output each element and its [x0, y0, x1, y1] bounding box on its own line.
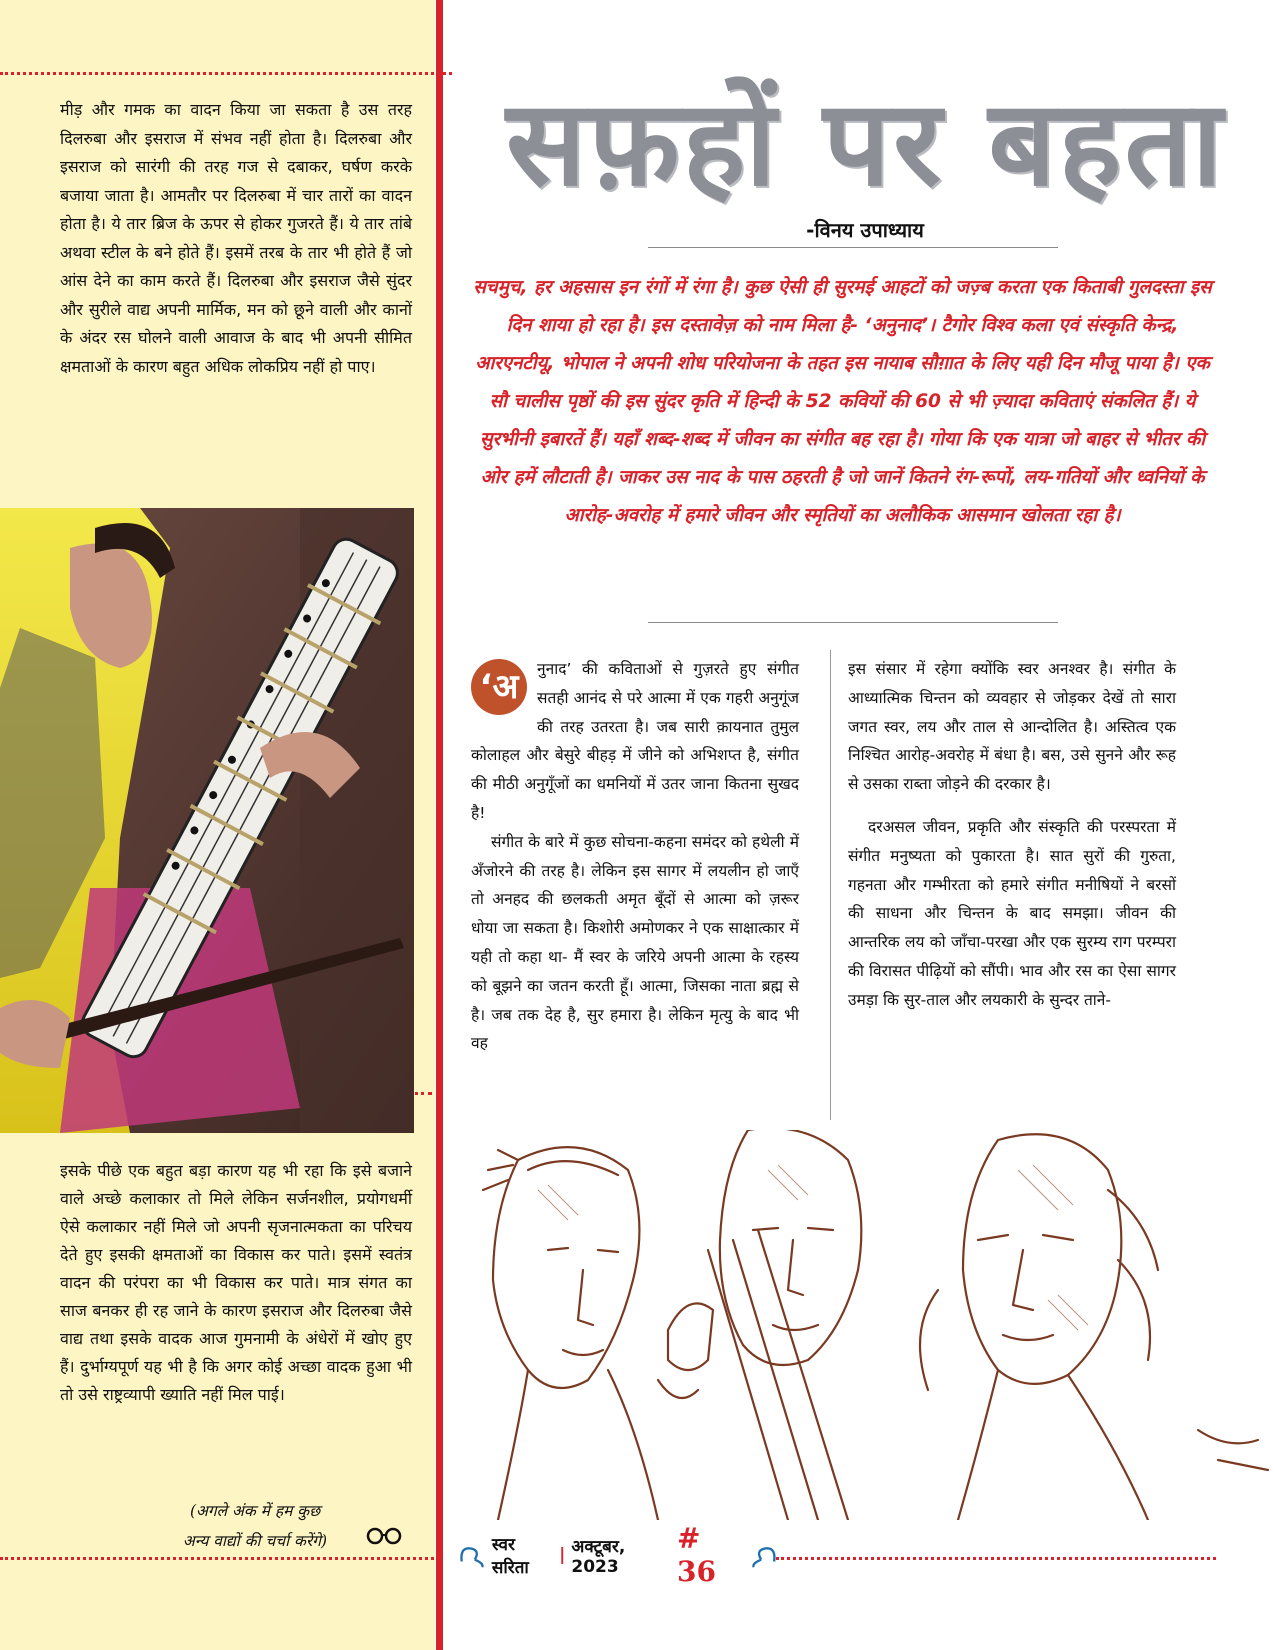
issue-date: अक्टूबर, 2023 — [571, 1536, 626, 1577]
dropcap: ‘अ — [471, 659, 527, 715]
article-column-2 — [848, 655, 1176, 1015]
photo-illustration — [0, 508, 414, 1133]
sidebar-text-bottom: इसके पीछे एक बहुत बड़ा कारण यह भी रहा कि इसे बजाने वाले अच्छे कलाकार तो मिले लेकिन सर्जनशील, प्रयोगधर्मी ऐसे कलाकार नहीं मिले जो अपनी सृजनात्मकता का परिचय देते हुए इसकी क्षमताओं का विकास कर पाते। इसमें स्वतंत्र वादन की परंपरा का भी विकास कर पाते। मात्र संगत का साज बनकर ही रह जाने के कारण इसराज और दिलरुबा जैसे वाद्य तथा इसके वादक आज गुमनामी के अंधेरों में खोए हुए हैं। दुर्भाग्यपूर्ण यह भी है कि अगर कोई अच्छा वादक हुआ भी तो उसे राष्ट्रव्यापी ख्याति नहीं मिल पाई। — [60, 1161, 412, 1404]
column2-paragraph1: इस संसार में रहेगा क्योंकि स्वर अनश्वर है। संगीत के आध्यात्मिक चिन्तन को व्यवहार से जोड़कर देखें तो सारा जगत स्वर, लय और ताल से आन्दोलित है। अस्तित्व एक निश्चित आरोह-अवरोह में बंधा है। बस, उसे सुनने और रूह से उसका राब्ता जोड़ने की दरकार है। — [848, 660, 1176, 794]
article-headline: सफ़हों पर बहता — [506, 74, 1226, 212]
wave-ornament-icon — [458, 1540, 486, 1570]
magazine-name: स्वर सरिता — [491, 1535, 529, 1578]
author-byline: -विनय उपाध्याय — [806, 218, 924, 242]
bottom-dotted-rule-right — [776, 1557, 1216, 1560]
next-issue-note-line1: (अगले अंक में हम कुछ — [189, 1502, 321, 1520]
next-issue-note — [140, 1496, 370, 1556]
page-number: # 36 — [677, 1522, 716, 1588]
top-dotted-rule — [0, 72, 452, 75]
page-footer — [458, 1522, 778, 1588]
next-issue-note-line2: अन्य वाद्यों की चर्चा करेंगे) — [182, 1532, 328, 1550]
dilruba-player-photo — [0, 508, 414, 1133]
bottom-dotted-rule-left — [0, 1557, 440, 1560]
glasses-icon — [366, 1527, 402, 1545]
sidebar-text-top: मीड़ और गमक का वादन किया जा सकता है उस तरह दिलरुबा और इसराज में संभव नहीं होता है। दिलरुबा और इसराज को सारंगी की तरह गज से दबाकर, घर्षण करके बजाया जाता है। आमतौर पर दिलरुबा में चार तारों का वादन होता है। ये तार ब्रिज के ऊपर से होकर गुजरते हैं। ये तार तांबे अथवा स्टील के बने होते हैं। इसमें तरब के तार भी होते हैं जो आंस देने का काम करते हैं। दिलरुबा और इसराज जैसे सुंदर और सुरीले वाद्य अपनी मार्मिक, मन को छूने वाली और कानों के अंदर रस घोलने वाली आवाज के बाद भी अपनी सीमित क्षमताओं के कारण बहुत अधिक लोकप्रिय नहीं हो पाए। — [60, 100, 412, 376]
vertical-red-rule — [436, 0, 443, 1650]
column2-paragraph2: दरअसल जीवन, प्रकृति और संस्कृति की परस्परता में संगीत मनुष्यता को पुकारता है। सात सुरों की गुरुता, गहनता और गम्भीरता को हमारे संगीत मनीषियों ने बरसों की साधना और चिन्तन के बाद समझा। जीवन की आन्तरिक लय को जाँचा-परखा और एक सुरम्य राग परम्परा की विरासत पीढ़ियों को सौंपी। भाव और रस का ऐसा सागर उमड़ा कि सुर-ताल और लयकारी के सुन्दर ताने- — [848, 817, 1176, 1009]
musicians-sketch-illustration — [458, 1130, 1275, 1520]
byline-rule — [648, 247, 1058, 248]
column-divider — [830, 650, 831, 1120]
column1-paragraph2: संगीत के बारे में कुछ सोचना-कहना समंदर को हथेली में अँजोरने की तरह है। लेकिन इस सागर में लयलीन हो जाएँ तो अनहद की छलकती अमृत बूँदों से आत्मा को ज़रूर धोया जा सकता है। किशोरी अमोणकर ने एक साक्षात्कार में यही तो कहा था- मैं स्वर के जरिये अपनी आत्मा के रहस्य को बूझने का जतन करती हूँ। आत्मा, जिसका नाता ब्रह्म से है। जब तक देह है, सुर हमारा है। लेकिन मृत्यु के बाद भी वह — [471, 832, 799, 1053]
intro-paragraph: सचमुच, हर अहसास इन रंगों में रंगा है। कुछ ऐसी ही सुरमई आहटों को जज़्ब करता एक किताबी गुलदस्ता इस दिन शाया हो रहा है। इस दस्तावेज़ को नाम मिला है- ‘अनुनाद’। टैगोर विश्व कला एवं संस्कृति केन्द्र, आरएनटीयू, भोपाल ने अपनी शोध परियोजना के तहत इस नायाब सौग़ात के लिए यही दिन मौजू पाया है। एक सौ चालीस पृष्ठों की इस सुंदर कृति में हिन्दी के 52 कवियों की 60 से भी ज़्यादा कविताएं संकलित हैं। ये सुरभीनी इबारतें हैं। यहाँ शब्द-शब्द में जीवन का संगीत बह रहा है। गोया कि एक यात्रा जो बाहर से भीतर की ओर हमें लौटाती है। जाकर उस नाद के पास ठहरती है जो जानें कितने रंग-रूपों, लय-गतियों और ध्वनियों के आरोह-अवरोह में हमारे जीवन और स्मृतियों का अलौकिक आसमान खोलता रहा है। — [473, 277, 1212, 526]
footer-separator: | — [559, 1545, 566, 1565]
intro-rule — [648, 622, 1058, 623]
article-column-1 — [471, 655, 799, 1058]
wave-ornament-icon-right — [750, 1540, 778, 1570]
column1-paragraph1: नुनाद’ की कविताओं से गुज़रते हुए संगीत सतही आनंद से परे आत्मा में एक गहरी अनुगूंज की तरह उतरता है। जब सारी क़ायनात तुमुल कोलाहल और बेसुरे बीहड़ में जीने को अभिशप्त है, संगीत की मीठी अनुगूँजों का धमनियों में उतर जाना कितना सुखद है! — [471, 660, 799, 822]
